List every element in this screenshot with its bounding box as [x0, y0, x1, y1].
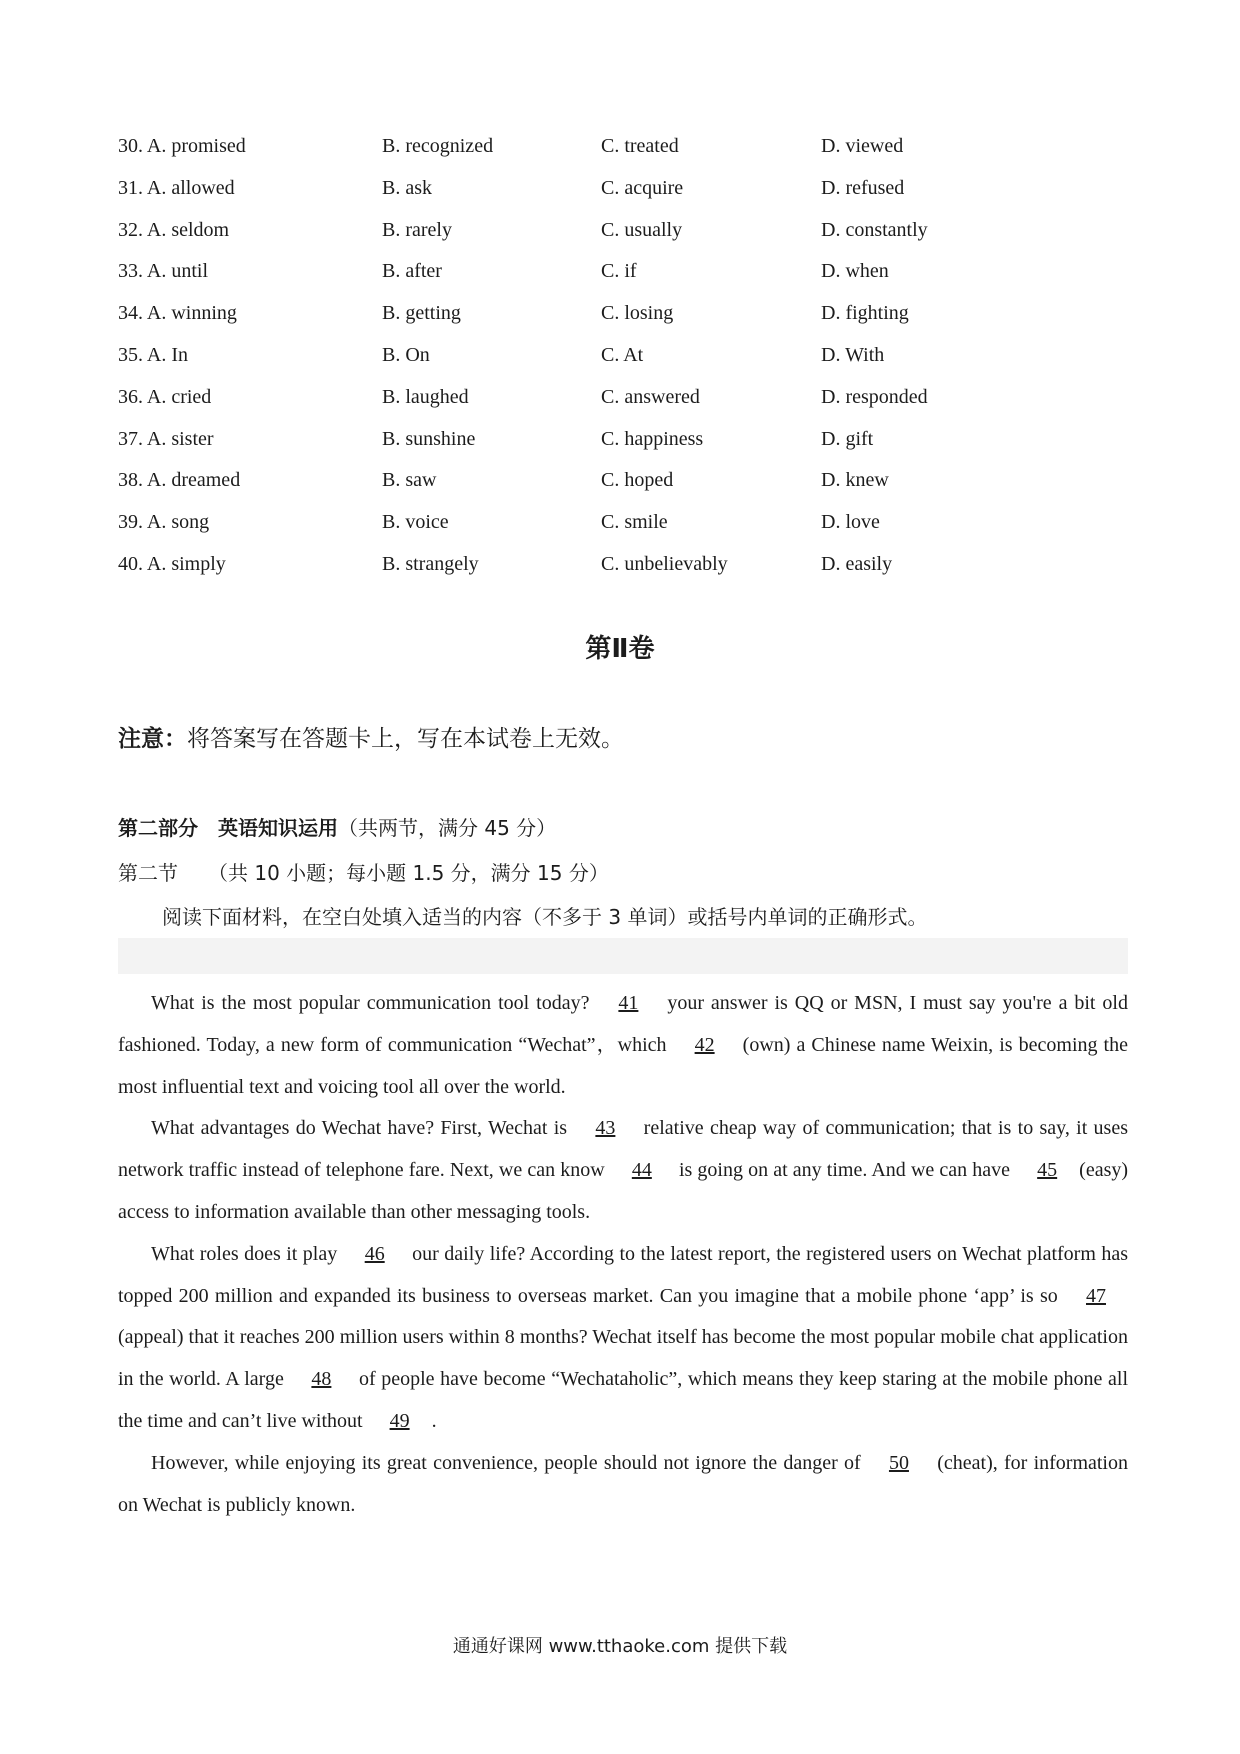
option-a: 37. A. sister	[118, 427, 214, 450]
notice	[118, 720, 624, 753]
option-a: 38. A. dreamed	[118, 469, 241, 492]
passage-text: (cheat), for information on Wechat is publicly known.	[118, 1451, 1128, 1516]
paragraph-4	[118, 1443, 1128, 1527]
choice-row-36	[118, 377, 1018, 419]
option-a: 34. A. winning	[118, 302, 237, 325]
option-c: C. hoped	[601, 469, 674, 492]
option-c: C. treated	[601, 135, 679, 157]
passage-text: However, while enjoying its great convenience, people should not ignore the danger of	[151, 1451, 867, 1474]
option-a: 32. A. seldom	[118, 218, 230, 241]
option-b: B. laughed	[382, 385, 469, 408]
shaded-band	[118, 938, 1128, 974]
option-a: 40. A. simply	[118, 552, 226, 575]
section-heading	[118, 812, 556, 841]
instruction: 阅读下面材料，在空白处填入适当的内容（不多于 3 单词）或括号内单词的正确形式。	[162, 905, 928, 929]
choice-row-34	[118, 293, 1018, 335]
option-b: B. sunshine	[382, 427, 476, 450]
choice-row-33	[118, 251, 1018, 293]
option-b: B. recognized	[382, 135, 494, 157]
footer: 通通好课网 www.tthaoke.com 提供下载	[452, 1636, 788, 1657]
option-d: D. constantly	[821, 218, 928, 241]
choice-row-38	[118, 460, 1018, 502]
option-c: C. smile	[601, 511, 668, 534]
notice-text: 将答案写在答题卡上，写在本试卷上无效。	[187, 726, 624, 752]
paragraph-1	[118, 983, 1128, 1108]
choice-row-37	[118, 419, 1018, 461]
choice-row-31	[118, 168, 1018, 210]
notice-label: 注意：	[118, 726, 187, 752]
option-b: B. voice	[382, 511, 449, 534]
option-a: 31. A. allowed	[118, 176, 235, 199]
passage-text: of people have become “Wechataholic”, which means they keep staring at the mobile phone all the time and can’t live without	[118, 1368, 1128, 1432]
passage-text: is going on at any time. And we can have	[673, 1159, 1016, 1182]
blank-42: 42	[694, 1033, 715, 1056]
option-d: D. fighting	[821, 302, 909, 325]
option-d: D. viewed	[821, 135, 904, 157]
choice-row-39	[118, 502, 1018, 544]
option-c: C. usually	[601, 218, 683, 241]
option-a: 33. A. until	[118, 260, 209, 283]
choice-row-30	[118, 126, 1018, 168]
option-b: B. strangely	[382, 552, 479, 575]
passage-text: our daily life? According to the latest report, the registered users on Wechat platform has topped 200 million and expanded its business to overseas market. Can you imagine that a mobile phone ‘app’ is so	[118, 1242, 1128, 1307]
option-d: D. With	[821, 343, 885, 366]
passage-text: What advantages do Wechat have? First, Wechat is	[151, 1117, 574, 1140]
volume-title: 第Ⅱ卷	[585, 634, 655, 664]
option-c: C. if	[601, 260, 637, 283]
option-c: C. answered	[601, 385, 700, 408]
option-d: D. knew	[821, 469, 889, 492]
option-d: D. responded	[821, 385, 928, 408]
option-d: D. when	[821, 260, 889, 283]
option-c: C. unbelievably	[601, 552, 728, 575]
option-c: C. acquire	[601, 176, 684, 199]
option-b: B. On	[382, 343, 430, 366]
option-d: D. love	[821, 511, 880, 534]
option-a: 35. A. In	[118, 343, 188, 366]
passage-text: (own) a Chinese name Weixin, is becoming the most influential text and voicing tool all over the world.	[118, 1033, 1128, 1098]
option-a: 39. A. song	[118, 511, 210, 534]
passage-text: your answer is QQ or MSN, I must say you're a bit old fashioned. Today, a new form of communication “Wechat”，which	[118, 992, 1128, 1056]
choice-list	[118, 126, 1018, 586]
section-detail: （共两节，满分 45 分）	[338, 816, 557, 840]
blank-43: 43	[595, 1117, 616, 1140]
blank-48: 48	[311, 1368, 332, 1391]
blank-46: 46	[364, 1242, 385, 1265]
option-b: B. rarely	[382, 218, 452, 241]
option-b: B. getting	[382, 302, 461, 325]
paragraph-3	[118, 1234, 1128, 1443]
passage-text: (appeal) that it reaches 200 million users within 8 months? Wechat itself has become the most popular mobile chat application in the world. A large	[118, 1326, 1128, 1391]
passage-text: relative cheap way of communication; that is to say, it uses network traffic instead of telephone fare. Next, we can know	[118, 1117, 1128, 1182]
paragraph-2	[118, 1108, 1128, 1233]
option-d: D. gift	[821, 427, 874, 450]
option-d: D. easily	[821, 552, 893, 575]
passage-text: .	[431, 1409, 437, 1432]
option-b: B. after	[382, 260, 442, 283]
choice-row-35	[118, 335, 1018, 377]
passage	[118, 983, 1128, 1526]
option-c: C. At	[601, 343, 644, 366]
passage-text: (easy) access to information available than other messaging tools.	[118, 1159, 1129, 1223]
blank-45: 45	[1037, 1159, 1058, 1182]
option-a: 36. A. cried	[118, 385, 212, 408]
section-subtitle: 第二节 （共 10 小题；每小题 1.5 分，满分 15 分）	[118, 861, 609, 885]
blank-41: 41	[618, 992, 639, 1014]
option-d: D. refused	[821, 176, 905, 199]
blank-47: 47	[1086, 1284, 1106, 1307]
option-b: B. saw	[382, 469, 437, 492]
option-c: C. losing	[601, 302, 674, 325]
blank-49: 49	[389, 1409, 410, 1432]
blank-50: 50	[888, 1451, 909, 1474]
passage-text: What roles does it play	[151, 1242, 343, 1265]
option-b: B. ask	[382, 176, 432, 199]
passage-text: What is the most popular communication tool today?	[151, 992, 597, 1014]
section-title: 第二部分 英语知识运用	[118, 816, 338, 840]
option-a: 30. A. promised	[118, 135, 246, 157]
blank-44: 44	[631, 1159, 652, 1182]
option-c: C. happiness	[601, 427, 704, 450]
choice-row-32	[118, 210, 1018, 252]
choice-row-40	[118, 544, 1018, 586]
